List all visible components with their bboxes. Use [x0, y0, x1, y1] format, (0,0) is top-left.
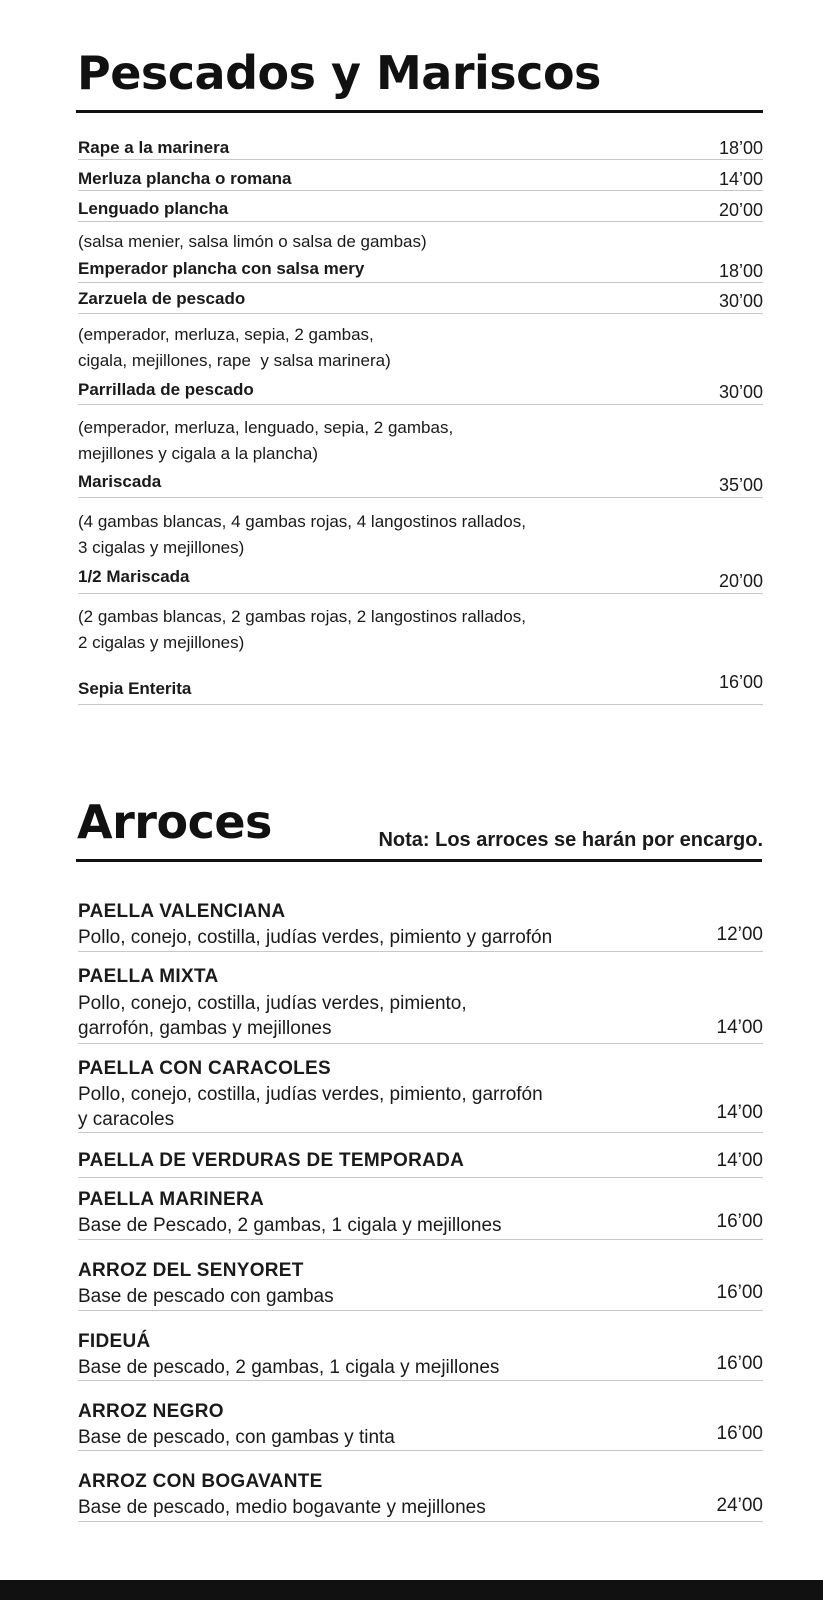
item-price: 16’00 — [716, 1423, 763, 1444]
menu-item — [78, 259, 763, 283]
item-name: Merluza plancha o romana — [78, 169, 292, 188]
item-name: PAELLA CON CARACOLES — [78, 1058, 331, 1079]
section-divider — [76, 859, 762, 862]
item-price: 35’00 — [718, 475, 763, 495]
rice-note: Nota: Los arroces se harán por encargo. — [378, 829, 763, 851]
item-price: 14’00 — [716, 1150, 763, 1171]
item-description: (2 gambas blancas, 2 gambas rojas, 2 langostinos rallados, 2 cigalas y mejillones) — [78, 607, 526, 652]
menu-item — [78, 901, 763, 952]
menu-item — [78, 670, 763, 705]
menu-item — [78, 289, 763, 314]
section-divider — [76, 110, 763, 113]
item-name: ARROZ CON BOGAVANTE — [78, 1471, 323, 1492]
item-description: Pollo, conejo, costilla, judías verdes, pimiento y garrofón — [78, 927, 553, 948]
menu-item — [78, 1401, 763, 1451]
item-price: 16’00 — [718, 672, 763, 692]
menu-item — [78, 1058, 763, 1133]
item-description: (salsa menier, salsa limón o salsa de gambas) — [78, 232, 427, 251]
item-name: FIDEUÁ — [78, 1331, 151, 1352]
item-price: 20’00 — [718, 200, 763, 220]
item-price: 18’00 — [718, 261, 763, 281]
menu-item — [78, 472, 763, 498]
item-name: Mariscada — [78, 472, 162, 491]
item-description: Pollo, conejo, costilla, judías verdes, pimiento, garrofón y caracoles — [78, 1084, 543, 1130]
item-price: 16’00 — [716, 1282, 763, 1303]
menu-item — [78, 567, 763, 594]
item-name: Zarzuela de pescado — [78, 289, 246, 308]
item-name: PAELLA DE VERDURAS DE TEMPORADA — [78, 1150, 465, 1171]
item-description: Base de pescado, 2 gambas, 1 cigala y mejillones — [78, 1357, 500, 1378]
item-price: 30’00 — [718, 291, 763, 311]
item-name: Sepia Enterita — [78, 679, 192, 698]
item-name: PAELLA VALENCIANA — [78, 901, 286, 922]
item-price: 20’00 — [718, 571, 763, 591]
item-name: PAELLA MARINERA — [78, 1189, 265, 1210]
item-price: 12’00 — [716, 924, 763, 945]
item-description: (4 gambas blancas, 4 gambas rojas, 4 langostinos rallados, 3 cigalas y mejillones) — [78, 512, 526, 557]
item-description: (emperador, merluza, sepia, 2 gambas, cigala, mejillones, rape y salsa marinera) — [78, 325, 391, 370]
menu-item — [78, 169, 763, 191]
item-description: Base de pescado, con gambas y tinta — [78, 1427, 395, 1448]
item-price: 16’00 — [716, 1211, 763, 1232]
menu-item — [78, 199, 763, 222]
item-name: ARROZ NEGRO — [78, 1401, 224, 1422]
item-name: Parrillada de pescado — [78, 380, 254, 399]
item-name: Lenguado plancha — [78, 199, 229, 218]
item-price: 14’00 — [718, 169, 763, 189]
item-price: 16’00 — [716, 1353, 763, 1374]
section-title-seafood: Pescados y Mariscos — [77, 46, 601, 100]
section-title-rice: Arroces — [77, 795, 272, 849]
item-description: (emperador, merluza, lenguado, sepia, 2 gambas, mejillones y cigala a la plancha) — [78, 418, 454, 463]
item-description: Base de Pescado, 2 gambas, 1 cigala y mejillones — [78, 1215, 502, 1236]
menu-item — [78, 1471, 763, 1522]
item-name: Rape a la marinera — [78, 138, 230, 157]
item-price: 14’00 — [716, 1017, 763, 1038]
item-price: 14’00 — [716, 1102, 763, 1123]
item-name: Emperador plancha con salsa mery — [78, 259, 365, 278]
item-price: 24’00 — [716, 1495, 763, 1516]
item-name: ARROZ DEL SENYORET — [78, 1260, 304, 1281]
footer-bar — [0, 1580, 823, 1600]
menu-item — [78, 1189, 763, 1240]
menu-item — [78, 1260, 763, 1311]
menu-item — [78, 138, 763, 160]
item-price: 18’00 — [718, 138, 763, 158]
item-price: 30’00 — [718, 382, 763, 402]
menu-item — [78, 1150, 763, 1178]
item-description: Base de pescado, medio bogavante y mejillones — [78, 1497, 486, 1518]
menu-item — [78, 1331, 763, 1381]
item-description: Pollo, conejo, costilla, judías verdes, pimiento, garrofón, gambas y mejillones — [78, 993, 467, 1039]
menu-item — [78, 966, 763, 1044]
item-name: PAELLA MIXTA — [78, 966, 219, 987]
item-name: 1/2 Mariscada — [78, 567, 190, 586]
item-description: Base de pescado con gambas — [78, 1286, 334, 1307]
menu-item — [78, 380, 763, 405]
